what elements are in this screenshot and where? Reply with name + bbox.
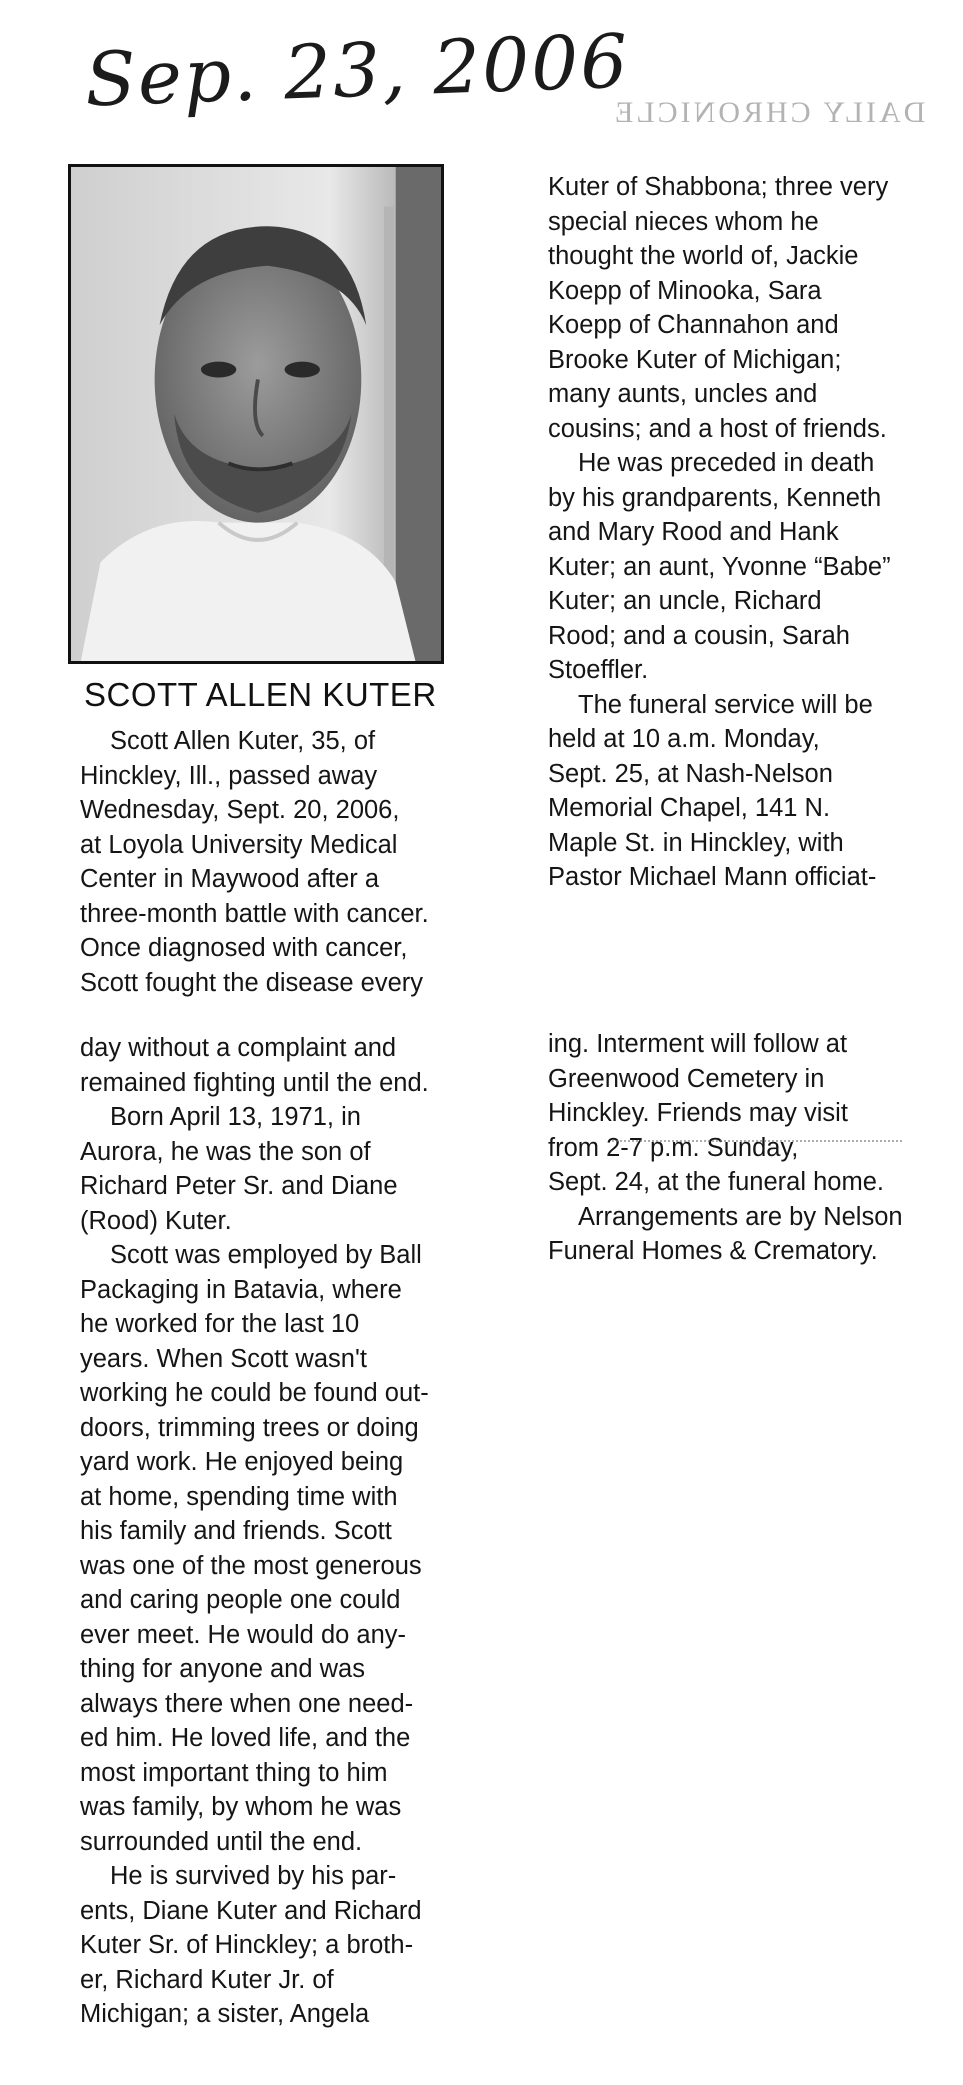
- text-line: Funeral Homes & Crematory.: [548, 1237, 878, 1265]
- text-line: cousins; and a host of friends.: [548, 414, 887, 443]
- text-line: Scott fought the disease every: [80, 968, 424, 997]
- text-line: Arrangements are by Nelson: [578, 1202, 903, 1231]
- text-line: yard work. He enjoyed being: [80, 1448, 404, 1476]
- obituary-heading: SCOTT ALLEN KUTER: [84, 676, 437, 713]
- text-line: Kuter; an uncle, Richard: [548, 587, 822, 615]
- text-line: held at 10 a.m. Monday,: [548, 725, 820, 753]
- text-line: Scott Allen Kuter, 35, of: [110, 727, 376, 755]
- text-line: his family and friends. Scott: [80, 1517, 392, 1545]
- text-line: Sept. 25, at Nash-Nelson: [548, 759, 833, 788]
- text-line: Michigan; a sister, Angela: [80, 2000, 370, 2028]
- text-line: He was preceded in death: [578, 449, 875, 477]
- text-line: from 2-7 p.m. Sunday,: [548, 1133, 799, 1162]
- text-line: ents, Diane Kuter and Richard: [80, 1896, 422, 1925]
- text-line: thing for anyone and was: [80, 1655, 365, 1683]
- handwritten-date: Sep. 23, 2006: [83, 18, 631, 124]
- text-line: doors, trimming trees or doing: [80, 1413, 419, 1442]
- text-line: day without a complaint and: [80, 1034, 397, 1062]
- text-line: special nieces whom he: [548, 207, 819, 236]
- text-line: Kuter Sr. of Hinckley; a broth-: [80, 1931, 414, 1959]
- text-line: was one of the most generous: [80, 1551, 422, 1580]
- text-line: remained fighting until the end.: [80, 1068, 429, 1097]
- text-line: Scott was employed by Ball: [110, 1241, 422, 1269]
- text-line: Memorial Chapel, 141 N.: [548, 794, 831, 822]
- text-line: er, Richard Kuter Jr. of: [80, 1965, 334, 1994]
- text-line: Aurora, he was the son of: [80, 1137, 371, 1166]
- text-line: years. When Scott wasn't: [80, 1344, 367, 1373]
- text-line: at home, spending time with: [80, 1482, 398, 1511]
- text-line: most important thing to him: [80, 1758, 388, 1787]
- left-column-bottom: [80, 1031, 429, 2032]
- text-line: Kuter of Shabbona; three very: [548, 173, 889, 201]
- text-line: working he could be found out-: [80, 1379, 429, 1407]
- text-line: Koepp of Channahon and: [548, 311, 839, 339]
- text-line: Maple St. in Hinckley, with: [548, 828, 844, 857]
- text-line: thought the world of, Jackie: [548, 242, 859, 270]
- text-line: ed him. He loved life, and the: [80, 1724, 411, 1752]
- text-line: many aunts, uncles and: [548, 380, 818, 408]
- text-line: he worked for the last 10: [80, 1310, 360, 1338]
- text-line: Once diagnosed with cancer,: [80, 934, 408, 962]
- text-line: Born April 13, 1971, in: [110, 1103, 361, 1131]
- portrait-image: [71, 167, 441, 661]
- text-line: by his grandparents, Kenneth: [548, 483, 882, 512]
- clipping-cut-edge: [612, 1140, 902, 1150]
- portrait-photo: [68, 164, 444, 664]
- text-line: at Loyola University Medical: [80, 830, 398, 859]
- right-column-top: [548, 170, 891, 895]
- text-line: Center in Maywood after a: [80, 865, 380, 893]
- text-line: He is survived by his par-: [110, 1862, 397, 1890]
- text-line: Koepp of Minooka, Sara: [548, 276, 822, 305]
- left-column-top: [80, 724, 429, 1000]
- text-line: Rood; and a cousin, Sarah: [548, 621, 850, 650]
- text-line: Sept. 24, at the funeral home.: [548, 1168, 884, 1196]
- text-line: Packaging in Batavia, where: [80, 1275, 402, 1304]
- text-line: Stoeffler.: [548, 656, 649, 684]
- text-line: ing. Interment will follow at: [548, 1030, 848, 1058]
- text-line: Hinckley, Ill., passed away: [80, 761, 378, 790]
- newspaper-masthead: DAILY CHRONICLE: [612, 96, 926, 129]
- text-line: was family, by whom he was: [80, 1793, 402, 1821]
- text-line: Wednesday, Sept. 20, 2006,: [80, 796, 400, 824]
- text-line: Richard Peter Sr. and Diane: [80, 1172, 398, 1200]
- text-line: Pastor Michael Mann officiat-: [548, 863, 877, 891]
- text-line: The funeral service will be: [578, 690, 873, 719]
- text-line: (Rood) Kuter.: [80, 1206, 232, 1235]
- text-line: and Mary Rood and Hank: [548, 518, 839, 546]
- text-line: three-month battle with cancer.: [80, 899, 429, 928]
- text-line: Brooke Kuter of Michigan;: [548, 345, 842, 374]
- text-line: always there when one need-: [80, 1689, 414, 1718]
- text-line: Greenwood Cemetery in: [548, 1064, 825, 1093]
- text-line: ever meet. He would do any-: [80, 1620, 406, 1649]
- text-line: and caring people one could: [80, 1586, 401, 1614]
- text-line: Hinckley. Friends may visit: [548, 1099, 848, 1127]
- text-line: surrounded until the end.: [80, 1827, 363, 1856]
- text-line: Kuter; an aunt, Yvonne “Babe”: [548, 552, 891, 581]
